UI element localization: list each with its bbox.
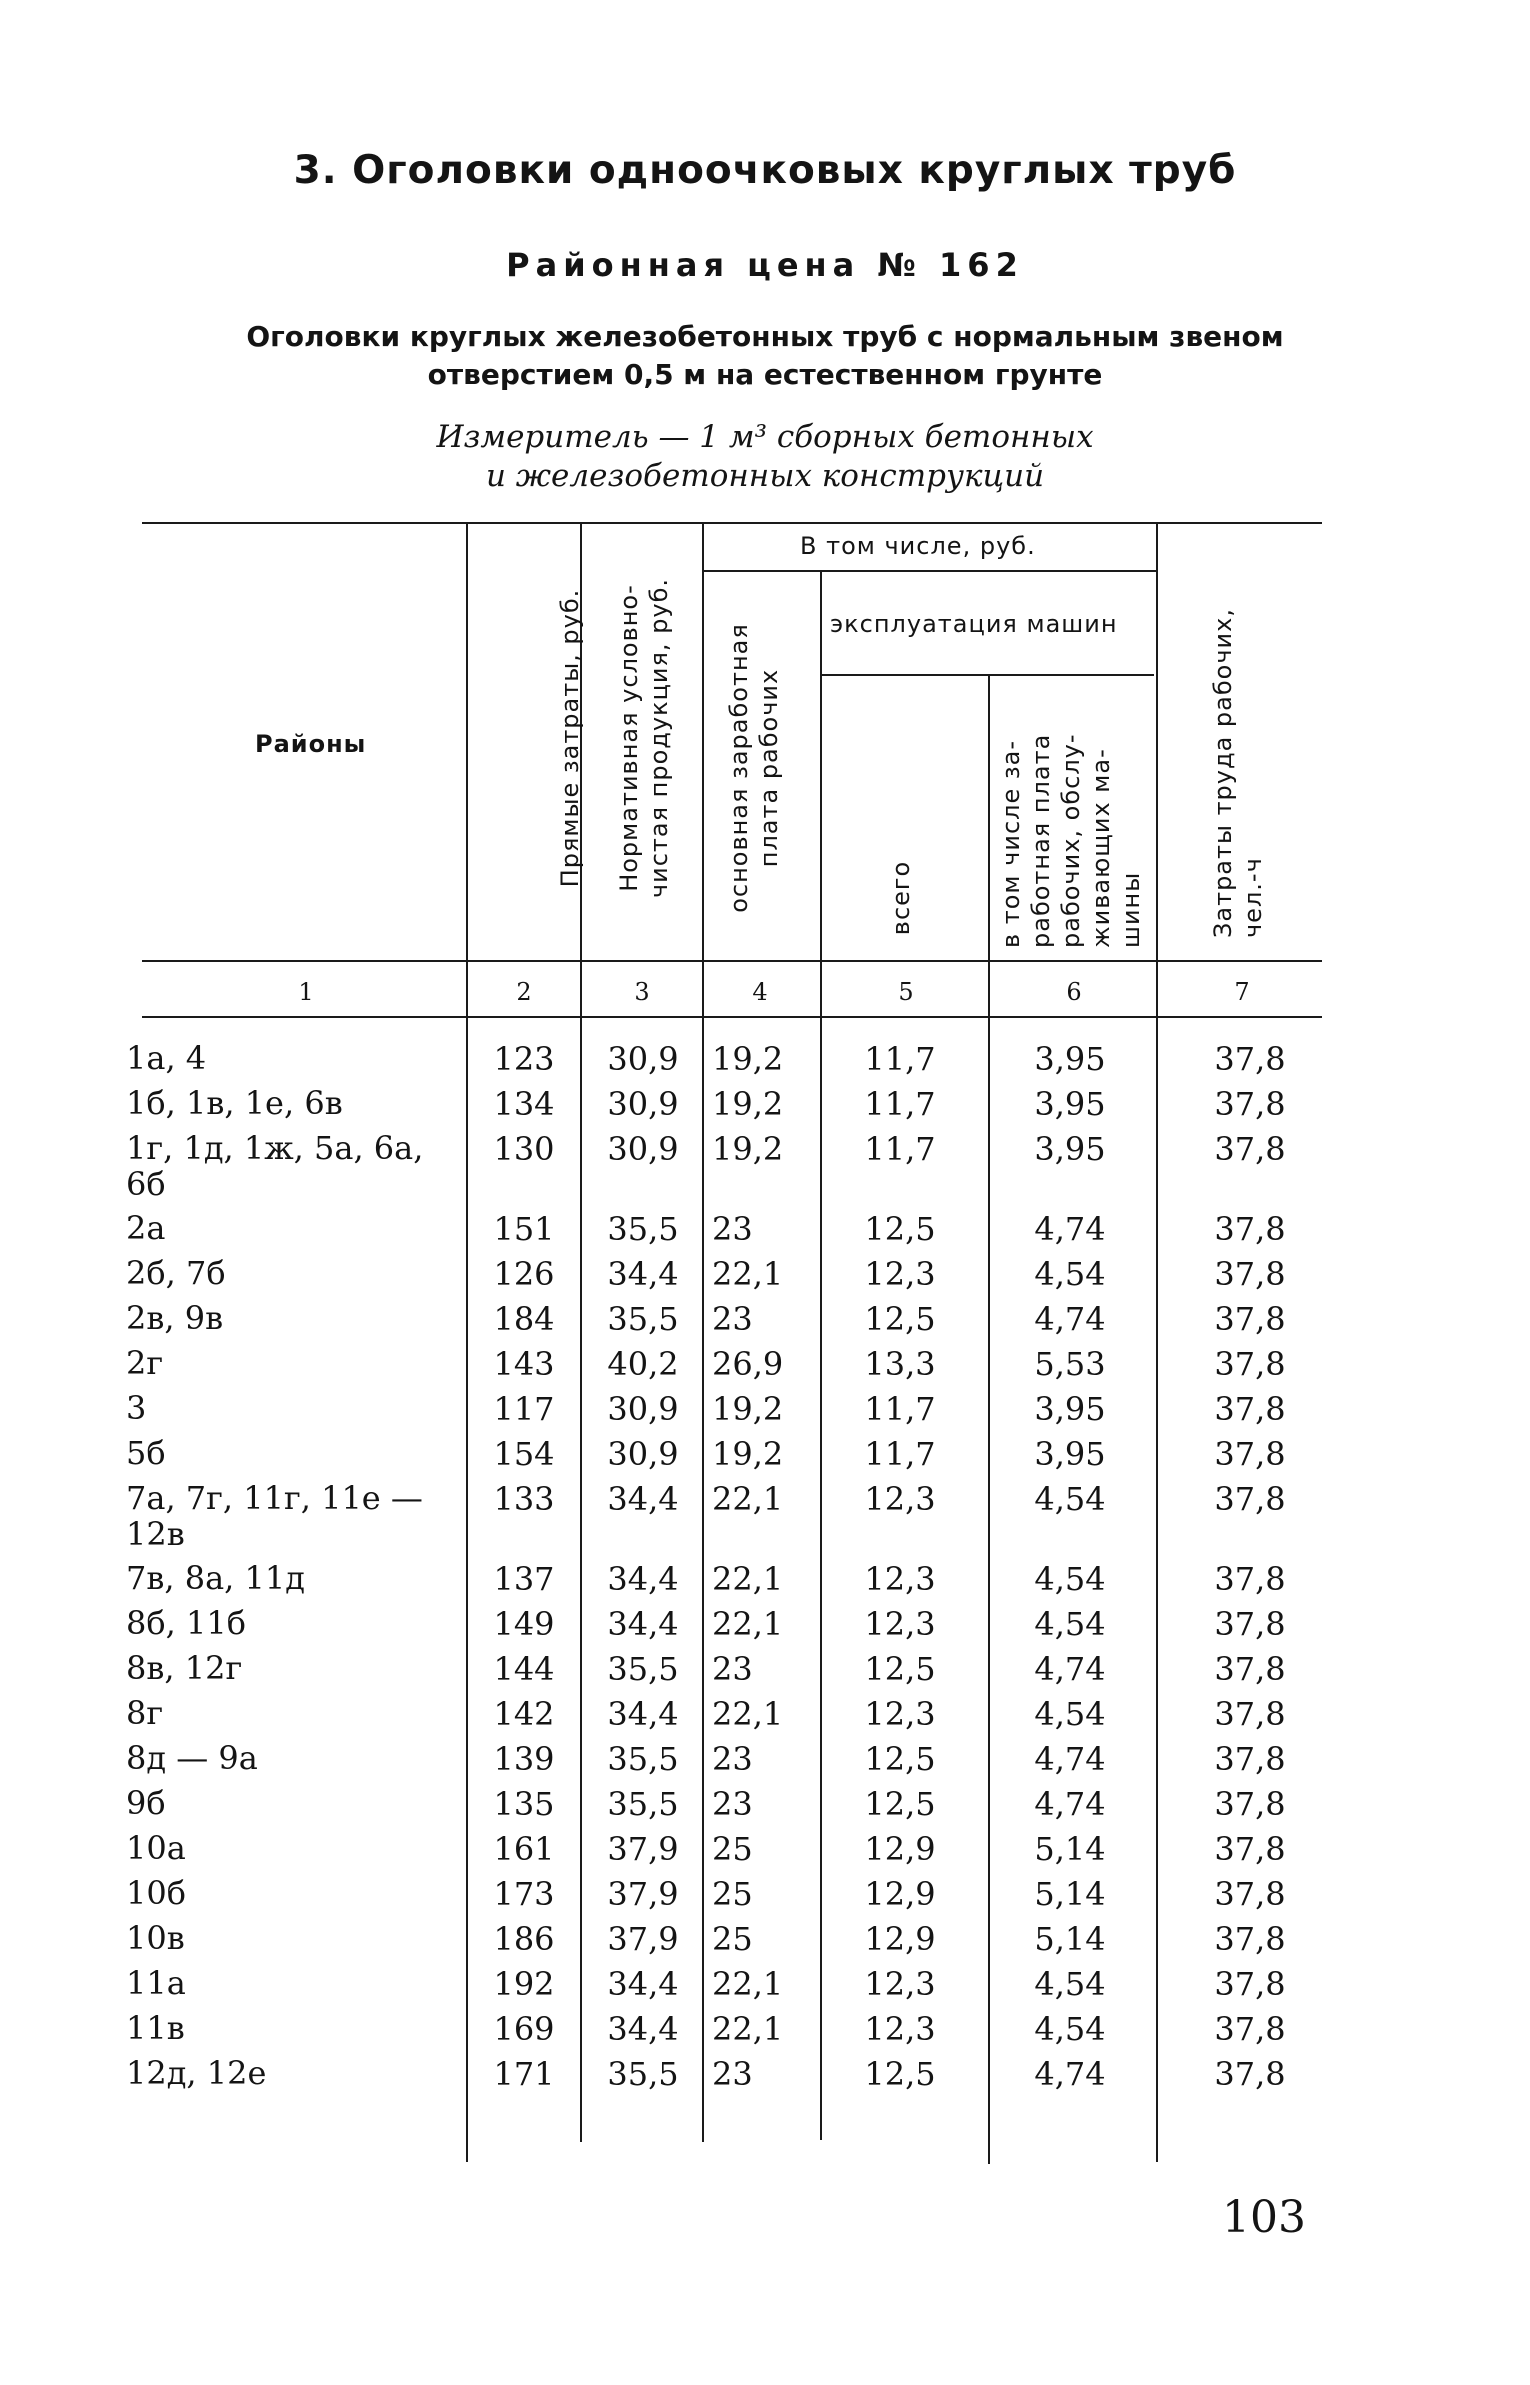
- normative-net-cell: 34,4: [607, 1255, 679, 1293]
- machine-wages-cell: 5,14: [1034, 1830, 1106, 1868]
- region-cell: 8г: [126, 1694, 164, 1732]
- machine-total-cell: 11,7: [864, 1435, 936, 1473]
- direct-costs-cell: 142: [493, 1695, 555, 1733]
- machine-total-cell: 12,3: [864, 1560, 936, 1598]
- table-row: [0, 1210, 1530, 1255]
- table-row: [0, 1085, 1530, 1130]
- region-cell: 8д — 9а: [126, 1739, 258, 1777]
- base-wages-cell: 19,2: [712, 1435, 784, 1473]
- base-wages-cell: 19,2: [712, 1085, 784, 1123]
- machine-total-cell: 12,9: [864, 1920, 936, 1958]
- normative-net-cell: 35,5: [607, 1740, 679, 1778]
- normative-net-cell: 37,9: [607, 1830, 679, 1868]
- region-cell: 9б: [126, 1784, 166, 1822]
- direct-costs-cell: 161: [493, 1830, 555, 1868]
- region-cell: 1а, 4: [126, 1039, 207, 1077]
- table-row: [0, 1480, 1530, 1560]
- region-cell: 1г, 1д, 1ж, 5а, 6а, 6б: [126, 1129, 424, 1203]
- region-cell: 1б, 1в, 1е, 6в: [126, 1084, 343, 1122]
- machine-total-cell: 11,7: [864, 1085, 936, 1123]
- header-labor-costs: Затраты труда рабочих, чел.-ч: [1209, 608, 1267, 938]
- normative-net-cell: 30,9: [607, 1085, 679, 1123]
- normative-net-cell: 37,9: [607, 1920, 679, 1958]
- labor-costs-cell: 37,8: [1214, 2010, 1286, 2048]
- header-regions: Районы: [255, 730, 367, 758]
- region-cell: 11а: [126, 1964, 186, 2002]
- header-base-wages: основная заработная плата рабочих: [725, 623, 783, 913]
- table-row: [0, 1830, 1530, 1875]
- base-wages-cell: 25: [712, 1920, 753, 1958]
- column-number: 1: [298, 978, 314, 1006]
- normative-net-cell: 30,9: [607, 1040, 679, 1078]
- base-wages-cell: 22,1: [712, 2010, 784, 2048]
- table-row: [0, 1875, 1530, 1920]
- normative-net-cell: 40,2: [607, 1345, 679, 1383]
- measure-unit: [0, 418, 1530, 496]
- machine-wages-cell: 4,74: [1034, 1300, 1106, 1338]
- direct-costs-cell: 139: [493, 1740, 555, 1778]
- table-row: [0, 1560, 1530, 1605]
- labor-costs-cell: 37,8: [1214, 1435, 1286, 1473]
- table-row: [0, 1920, 1530, 1965]
- labor-costs-cell: 37,8: [1214, 1210, 1286, 1248]
- base-wages-cell: 26,9: [712, 1345, 784, 1383]
- column-number: 5: [898, 978, 914, 1006]
- table-body: [0, 1040, 1530, 2100]
- table-row: [0, 1785, 1530, 1830]
- base-wages-cell: 19,2: [712, 1130, 784, 1168]
- machine-wages-cell: 4,54: [1034, 1560, 1106, 1598]
- direct-costs-cell: 133: [493, 1480, 555, 1518]
- normative-net-cell: 30,9: [607, 1130, 679, 1168]
- machine-total-cell: 12,3: [864, 1965, 936, 2003]
- machine-wages-cell: 4,54: [1034, 1255, 1106, 1293]
- machine-wages-cell: 4,54: [1034, 1695, 1106, 1733]
- page-number: 103: [1222, 2192, 1306, 2243]
- base-wages-cell: 19,2: [712, 1390, 784, 1428]
- table-row: [0, 1300, 1530, 1345]
- labor-costs-cell: 37,8: [1214, 1480, 1286, 1518]
- direct-costs-cell: 130: [493, 1130, 555, 1168]
- table-row: [0, 1040, 1530, 1085]
- region-cell: 11в: [126, 2009, 185, 2047]
- labor-costs-cell: 37,8: [1214, 1650, 1286, 1688]
- region-cell: 2г: [126, 1344, 164, 1382]
- column-number: 6: [1066, 978, 1082, 1006]
- machine-wages-cell: 5,14: [1034, 1875, 1106, 1913]
- header-direct-costs: Прямые затраты, руб.: [556, 588, 584, 888]
- base-wages-cell: 25: [712, 1875, 753, 1913]
- normative-net-cell: 35,5: [607, 1785, 679, 1823]
- section-title: 3. Оголовки одноочковых круглых труб: [293, 148, 1237, 193]
- region-cell: 2а: [126, 1209, 166, 1247]
- machine-wages-cell: 4,54: [1034, 1965, 1106, 2003]
- region-cell: 7в, 8а, 11д: [126, 1559, 305, 1597]
- machine-wages-cell: 4,54: [1034, 1605, 1106, 1643]
- base-wages-cell: 22,1: [712, 1480, 784, 1518]
- labor-costs-cell: 37,8: [1214, 1130, 1286, 1168]
- machine-wages-cell: 5,53: [1034, 1345, 1106, 1383]
- base-wages-cell: 19,2: [712, 1040, 784, 1078]
- direct-costs-cell: 151: [493, 1210, 555, 1248]
- direct-costs-cell: 137: [493, 1560, 555, 1598]
- direct-costs-cell: 149: [493, 1605, 555, 1643]
- machine-total-cell: 12,5: [864, 1740, 936, 1778]
- table-row: [0, 1650, 1530, 1695]
- header-machine-workers-wages: в том числе за- работная плата рабочих, обслу- живающих ма- шины: [997, 733, 1145, 948]
- machine-wages-cell: 3,95: [1034, 1435, 1106, 1473]
- region-cell: 3: [126, 1389, 147, 1427]
- region-cell: 10в: [126, 1919, 185, 1957]
- labor-costs-cell: 37,8: [1214, 1040, 1286, 1078]
- header-bottom-rule: [142, 960, 1322, 962]
- machine-total-cell: 13,3: [864, 1345, 936, 1383]
- measure-line-2: и железобетонных конструкций: [485, 458, 1045, 494]
- machine-wages-cell: 3,95: [1034, 1040, 1106, 1078]
- direct-costs-cell: 135: [493, 1785, 555, 1823]
- normative-net-cell: 34,4: [607, 1605, 679, 1643]
- machine-wages-cell: 3,95: [1034, 1130, 1106, 1168]
- labor-costs-cell: 37,8: [1214, 1785, 1286, 1823]
- measure-line-1: Измеритель — 1 м³ сборных бетонных: [436, 419, 1094, 455]
- normative-net-cell: 34,4: [607, 1965, 679, 2003]
- machine-total-cell: 12,5: [864, 1650, 936, 1688]
- machine-total-cell: 11,7: [864, 1390, 936, 1428]
- base-wages-cell: 22,1: [712, 1560, 784, 1598]
- base-wages-cell: 23: [712, 1210, 753, 1248]
- table-row: [0, 1255, 1530, 1300]
- labor-costs-cell: 37,8: [1214, 2055, 1286, 2093]
- machine-total-cell: 12,3: [864, 1695, 936, 1733]
- machine-total-cell: 12,3: [864, 2010, 936, 2048]
- description: [0, 318, 1530, 394]
- base-wages-cell: 23: [712, 2055, 753, 2093]
- machine-total-cell: 12,5: [864, 2055, 936, 2093]
- machine-total-cell: 12,9: [864, 1830, 936, 1868]
- labor-costs-cell: 37,8: [1214, 1965, 1286, 2003]
- normative-net-cell: 34,4: [607, 1560, 679, 1598]
- table-row: [0, 1965, 1530, 2010]
- machine-total-cell: 12,5: [864, 1785, 936, 1823]
- header-machine-operation: эксплуатация машин: [830, 610, 1118, 638]
- labor-costs-cell: 37,8: [1214, 1560, 1286, 1598]
- machine-wages-cell: 4,54: [1034, 2010, 1106, 2048]
- machine-wages-cell: 5,14: [1034, 1920, 1106, 1958]
- normative-net-cell: 37,9: [607, 1875, 679, 1913]
- labor-costs-cell: 37,8: [1214, 1085, 1286, 1123]
- machine-wages-cell: 4,74: [1034, 1650, 1106, 1688]
- region-cell: 7а, 7г, 11г, 11е — 12в: [126, 1479, 423, 1553]
- price-heading: Районная цена № 162: [506, 246, 1024, 284]
- normative-net-cell: 35,5: [607, 1650, 679, 1688]
- labor-costs-cell: 37,8: [1214, 1605, 1286, 1643]
- table-row: [0, 1390, 1530, 1435]
- header-including: В том числе, руб.: [800, 532, 1036, 560]
- normative-net-cell: 34,4: [607, 2010, 679, 2048]
- direct-costs-cell: 186: [493, 1920, 555, 1958]
- base-wages-cell: 23: [712, 1300, 753, 1338]
- region-cell: 12д, 12е: [126, 2054, 267, 2092]
- machine-total-cell: 11,7: [864, 1040, 936, 1078]
- subheader-rule-1: [702, 570, 1156, 572]
- direct-costs-cell: 134: [493, 1085, 555, 1123]
- column-number: 7: [1234, 978, 1250, 1006]
- normative-net-cell: 35,5: [607, 1300, 679, 1338]
- region-cell: 8в, 12г: [126, 1649, 243, 1687]
- normative-net-cell: 34,4: [607, 1480, 679, 1518]
- direct-costs-cell: 192: [493, 1965, 555, 2003]
- description-line-1: Оголовки круглых железобетонных труб с нормальным звеном: [246, 320, 1284, 353]
- normative-net-cell: 34,4: [607, 1695, 679, 1733]
- labor-costs-cell: 37,8: [1214, 1390, 1286, 1428]
- machine-wages-cell: 4,74: [1034, 2055, 1106, 2093]
- base-wages-cell: 25: [712, 1830, 753, 1868]
- table-row: [0, 2055, 1530, 2100]
- table-row: [0, 1345, 1530, 1390]
- direct-costs-cell: 126: [493, 1255, 555, 1293]
- machine-total-cell: 12,3: [864, 1605, 936, 1643]
- normative-net-cell: 30,9: [607, 1435, 679, 1473]
- column-number: 2: [516, 978, 532, 1006]
- labor-costs-cell: 37,8: [1214, 1345, 1286, 1383]
- base-wages-cell: 23: [712, 1785, 753, 1823]
- header-total: всего: [887, 860, 915, 936]
- column-number: 4: [752, 978, 768, 1006]
- direct-costs-cell: 169: [493, 2010, 555, 2048]
- base-wages-cell: 23: [712, 1650, 753, 1688]
- column-number: 3: [634, 978, 650, 1006]
- machine-wages-cell: 4,54: [1034, 1480, 1106, 1518]
- region-cell: 10а: [126, 1829, 186, 1867]
- machine-wages-cell: 4,74: [1034, 1210, 1106, 1248]
- region-cell: 10б: [126, 1874, 186, 1912]
- region-cell: 2б, 7б: [126, 1254, 226, 1292]
- description-line-2: отверстием 0,5 м на естественном грунте: [427, 358, 1103, 391]
- machine-wages-cell: 4,74: [1034, 1740, 1106, 1778]
- base-wages-cell: 22,1: [712, 1605, 784, 1643]
- normative-net-cell: 35,5: [607, 2055, 679, 2093]
- direct-costs-cell: 173: [493, 1875, 555, 1913]
- labor-costs-cell: 37,8: [1214, 1740, 1286, 1778]
- table-row: [0, 1605, 1530, 1650]
- labor-costs-cell: 37,8: [1214, 1300, 1286, 1338]
- machine-wages-cell: 3,95: [1034, 1085, 1106, 1123]
- table-row: [0, 1435, 1530, 1480]
- direct-costs-cell: 117: [493, 1390, 555, 1428]
- base-wages-cell: 22,1: [712, 1255, 784, 1293]
- direct-costs-cell: 144: [493, 1650, 555, 1688]
- machine-total-cell: 11,7: [864, 1130, 936, 1168]
- machine-total-cell: 12,3: [864, 1255, 936, 1293]
- labor-costs-cell: 37,8: [1214, 1255, 1286, 1293]
- machine-total-cell: 12,5: [864, 1210, 936, 1248]
- normative-net-cell: 35,5: [607, 1210, 679, 1248]
- table-top-rule: [142, 522, 1322, 524]
- labor-costs-cell: 37,8: [1214, 1695, 1286, 1733]
- table-row: [0, 1695, 1530, 1740]
- labor-costs-cell: 37,8: [1214, 1875, 1286, 1913]
- labor-costs-cell: 37,8: [1214, 1830, 1286, 1868]
- direct-costs-cell: 123: [493, 1040, 555, 1078]
- base-wages-cell: 22,1: [712, 1695, 784, 1733]
- table-row: [0, 1130, 1530, 1210]
- base-wages-cell: 22,1: [712, 1965, 784, 2003]
- direct-costs-cell: 184: [493, 1300, 555, 1338]
- machine-total-cell: 12,3: [864, 1480, 936, 1518]
- machine-total-cell: 12,9: [864, 1875, 936, 1913]
- normative-net-cell: 30,9: [607, 1390, 679, 1428]
- table-row: [0, 1740, 1530, 1785]
- direct-costs-cell: 143: [493, 1345, 555, 1383]
- region-cell: 8б, 11б: [126, 1604, 246, 1642]
- direct-costs-cell: 154: [493, 1435, 555, 1473]
- machine-total-cell: 12,5: [864, 1300, 936, 1338]
- direct-costs-cell: 171: [493, 2055, 555, 2093]
- machine-wages-cell: 3,95: [1034, 1390, 1106, 1428]
- header-normative-net: Нормативная условно- чистая продукция, руб.: [615, 577, 673, 899]
- labor-costs-cell: 37,8: [1214, 1920, 1286, 1958]
- region-cell: 5б: [126, 1434, 166, 1472]
- column-number-rule: [142, 1016, 1322, 1018]
- machine-wages-cell: 4,74: [1034, 1785, 1106, 1823]
- base-wages-cell: 23: [712, 1740, 753, 1778]
- table-row: [0, 2010, 1530, 2055]
- region-cell: 2в, 9в: [126, 1299, 224, 1337]
